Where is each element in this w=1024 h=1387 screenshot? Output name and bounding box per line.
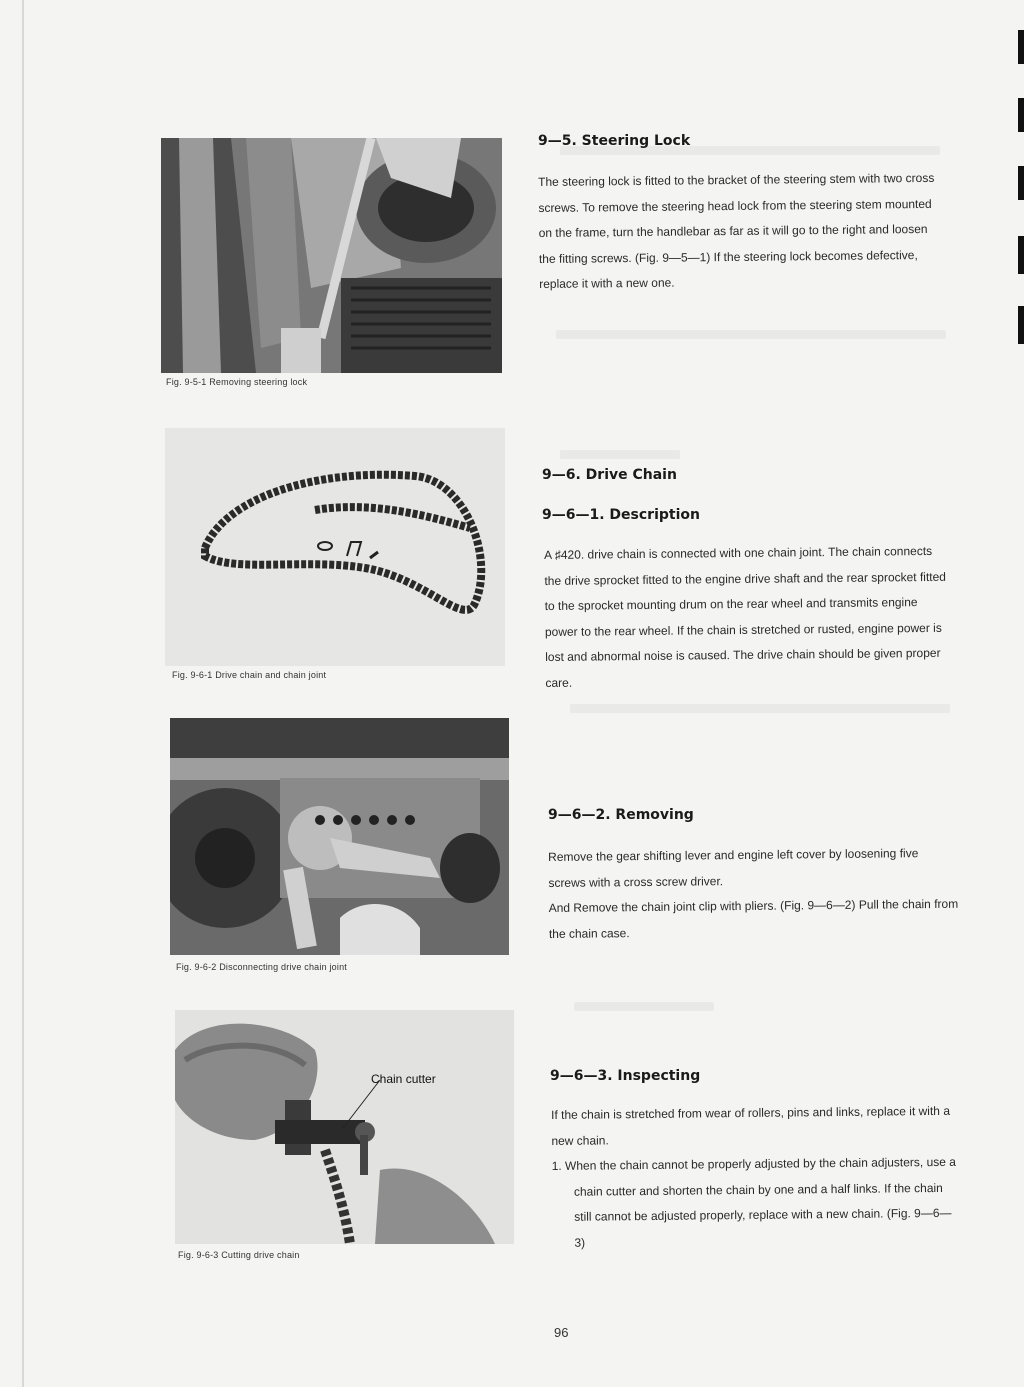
- section-heading-drive-chain: 9—6. Drive Chain: [542, 467, 677, 483]
- binding-mark: [1018, 236, 1024, 274]
- page-number: 96: [554, 1325, 569, 1340]
- figure-caption: Fig. 9-6-2 Disconnecting drive chain joint: [176, 962, 347, 972]
- paragraph-text: Remove the gear shifting lever and engine left cover by loosening five screws with a cross screw driver.: [548, 846, 919, 890]
- binding-mark: [1018, 306, 1024, 344]
- page-edge: [22, 0, 24, 1387]
- show-through: [574, 1002, 714, 1011]
- paragraph-text: And Remove the chain joint clip with pliers. (Fig. 9—6—2) Pull the chain from the chain case.: [548, 896, 959, 941]
- show-through: [560, 450, 680, 459]
- binding-mark: [1018, 166, 1024, 200]
- paragraph-text: The steering lock is fitted to the bracket of the steering stem with two cross screws. To remove the steering head lock from the steering stem mounted on the frame, turn the handlebar as far as it will go to the right and loosen the fitting screws. (Fig. 9—5—1) If the steering lock becomes defective, replace it with a new one.: [538, 170, 935, 291]
- section-heading-removing: 9—6—2. Removing: [548, 807, 694, 823]
- section-heading-inspecting: 9—6—3. Inspecting: [550, 1068, 701, 1084]
- figure-caption: Fig. 9-6-3 Cutting drive chain: [178, 1250, 300, 1260]
- show-through: [556, 330, 946, 339]
- section-heading-steering-lock: 9—5. Steering Lock: [538, 133, 691, 149]
- chain-cutter-callout: Chain cutter: [371, 1072, 436, 1086]
- paragraph-text: If the chain is stretched from wear of rollers, pins and links, replace it with a new chain.: [551, 1103, 951, 1148]
- chain-cutter-photo: [175, 1010, 514, 1244]
- section-heading-description: 9—6—1. Description: [542, 507, 700, 523]
- figure-caption: Fig. 9-6-1 Drive chain and chain joint: [172, 670, 327, 680]
- steering-lock-paragraph: [538, 166, 947, 298]
- binding-mark: [1018, 30, 1024, 64]
- steering-lock-photo: [161, 138, 502, 373]
- removing-paragraph: [548, 841, 959, 947]
- inspecting-paragraph: [551, 1099, 961, 1256]
- drive-chain-photo: [165, 428, 505, 666]
- show-through: [570, 704, 950, 713]
- binding-mark: [1018, 98, 1024, 132]
- chain-joint-photo: [170, 718, 509, 955]
- list-item: 1. When the chain cannot be properly adjusted by the chain adjusters, use a chain cutter and shorten the chain by one and a half links. If the chain still cannot be adjusted properly, replace with a new chain. (Fig. 9—6—3): [551, 1154, 956, 1250]
- paragraph-text: A ♯420. drive chain is connected with one chain joint. The chain connects the drive sprocket fitted to the engine drive shaft and the rear sprocket fitted to the sprocket mounting drum on the rear wheel and transmits engine power to the rear wheel. If the chain is stretched or rusted, engine power is lost and abnormal noise is caused. The drive chain should be given proper care.: [544, 543, 947, 690]
- figure-caption: Fig. 9-5-1 Removing steering lock: [166, 377, 308, 387]
- description-paragraph: [544, 539, 954, 696]
